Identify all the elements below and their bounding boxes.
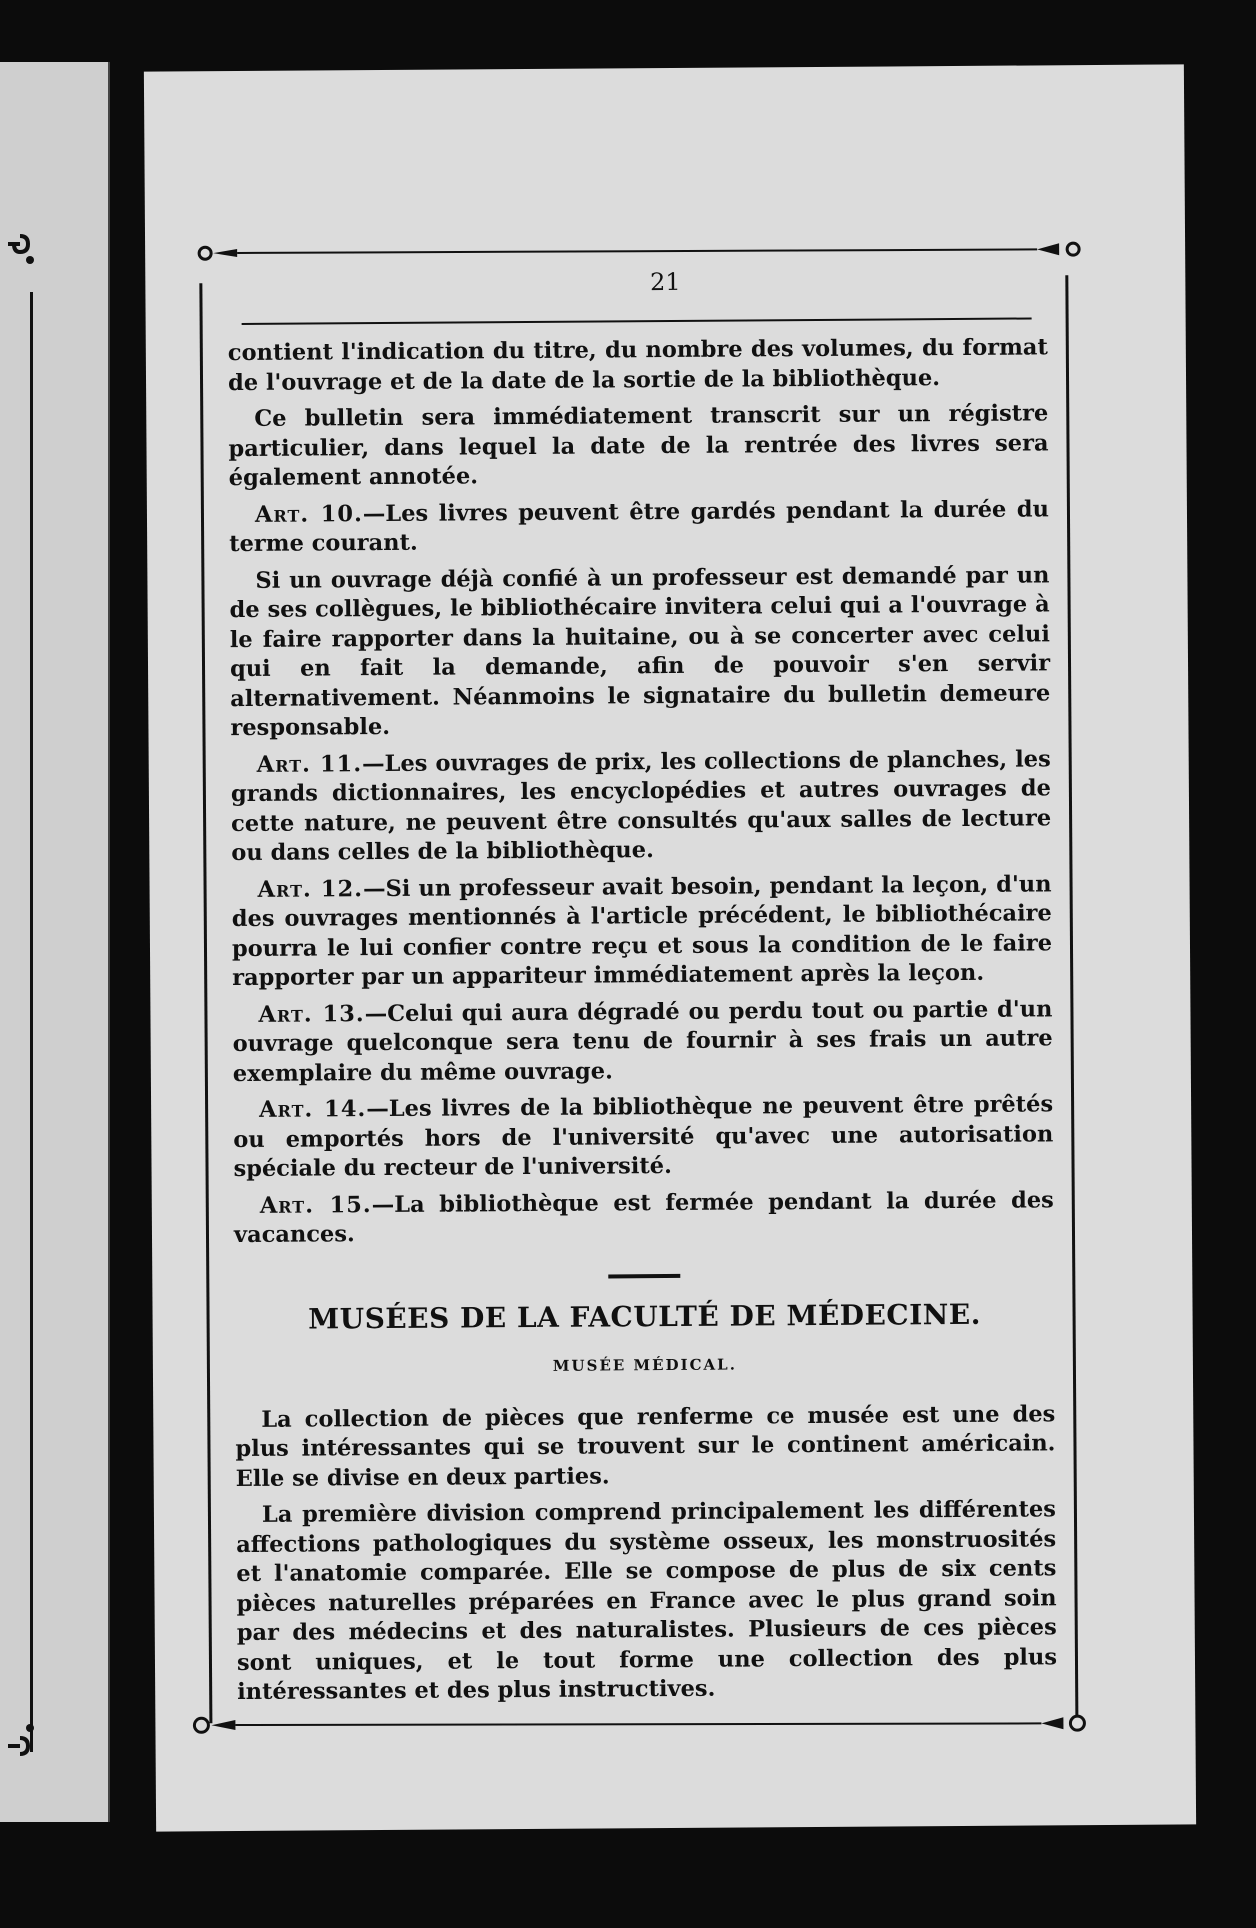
adjacent-page-edge bbox=[0, 62, 110, 1822]
article-paragraph: Art. 10.—Les livres peuvent être gardés pendant la durée du terme courant. bbox=[229, 495, 1050, 558]
paragraph: contient l'indication du titre, du nombre des volumes, du format de l'ouvrage et de la date de la sortie de la bibliothèque. bbox=[227, 334, 1048, 396]
article-paragraph: Art. 12.—Si un professeur avait besoin, pendant la leçon, d'un des ouvrages mentionnés à l'article précédent, le bibliothécaire pourra le lui confier contre reçu et sous la condition de le faire rapporter par un appariteur immédiatement après la leçon. bbox=[231, 870, 1053, 992]
paragraph: La collection de pièces que renferme ce musée est une des plus intéressantes qui se trouvent sur le continent américain. Elle se divise en deux parties. bbox=[235, 1400, 1056, 1492]
right-border-rule bbox=[1065, 275, 1078, 1715]
page-body bbox=[228, 333, 1058, 1714]
corner-ornament-icon bbox=[6, 232, 46, 266]
book-page bbox=[144, 64, 1196, 1831]
top-border-ornament bbox=[197, 237, 1087, 263]
adjacent-page-rule bbox=[30, 292, 33, 1752]
paragraph: Ce bulletin sera immédiatement transcrit sur un régistre particulier, dans lequel la date de la rentrée des livres sera également annotée. bbox=[228, 400, 1049, 492]
article-paragraph: Art. 11.—Les ouvrages de prix, les collections de planches, les grands dictionnaires, les encyclopédies et autres ouvrages de cette nature, ne peuvent être consultés qu'aux salles de lecture ou dans celles de la bibliothèque. bbox=[230, 745, 1052, 867]
article-paragraph: Art. 15.—La bibliothèque est fermée pendant la durée des vacances. bbox=[233, 1186, 1054, 1249]
paragraph: La première division comprend principalement les différentes affections pathologiques du système osseux, les monstruosités et l'anatomie comparée. Elle se compose de plus de six cents pièces naturelles préparées en France avec le plus grand soin par des médecins et des naturalistes. Plusieurs de ces pièces sont uniques, et le tout forme une collection des plus intéressantes et des plus instructives. bbox=[236, 1496, 1058, 1706]
article-label: Art. 14. bbox=[259, 1096, 367, 1123]
left-border-rule bbox=[199, 283, 212, 1723]
article-label: Art. 11. bbox=[256, 750, 363, 778]
section-divider bbox=[608, 1273, 680, 1278]
article-label: Art. 13. bbox=[258, 1000, 365, 1028]
article-label: Art. 12. bbox=[257, 875, 364, 903]
header-rule bbox=[242, 317, 1032, 325]
article-paragraph: Art. 14.—Les livres de la bibliothèque ne peuvent être prêtés ou emportés hors de l'université qu'avec une autorisation spéciale du recteur de l'université. bbox=[233, 1091, 1054, 1183]
article-label: Art. 15. bbox=[259, 1191, 372, 1219]
paragraph: Si un ouvrage déjà confié à un professeur est demandé par un de ses collègues, le bibliothécaire invitera celui qui a l'ouvrage à le faire rapporter dans la huitaine, ou à se concerter avec celui qui en fait la demande, afin de pouvoir s'en servir alternativement. Néanmoins le signataire du bulletin demeure responsable. bbox=[229, 561, 1051, 742]
article-label: Art. 10. bbox=[254, 500, 363, 528]
article-paragraph: Art. 13.—Celui qui aura dégradé ou perdu tout ou partie d'un ouvrage quelconque sera tenu de fournir à ses frais un autre exemplaire du même ouvrage. bbox=[232, 995, 1053, 1087]
subsection-title: MUSÉE MÉDICAL. bbox=[552, 1355, 737, 1375]
corner-ornament-icon bbox=[6, 1722, 46, 1756]
section-title: MUSÉES DE LA FACULTÉ DE MÉDECINE. bbox=[308, 1297, 982, 1336]
page-number: 21 bbox=[649, 267, 681, 297]
